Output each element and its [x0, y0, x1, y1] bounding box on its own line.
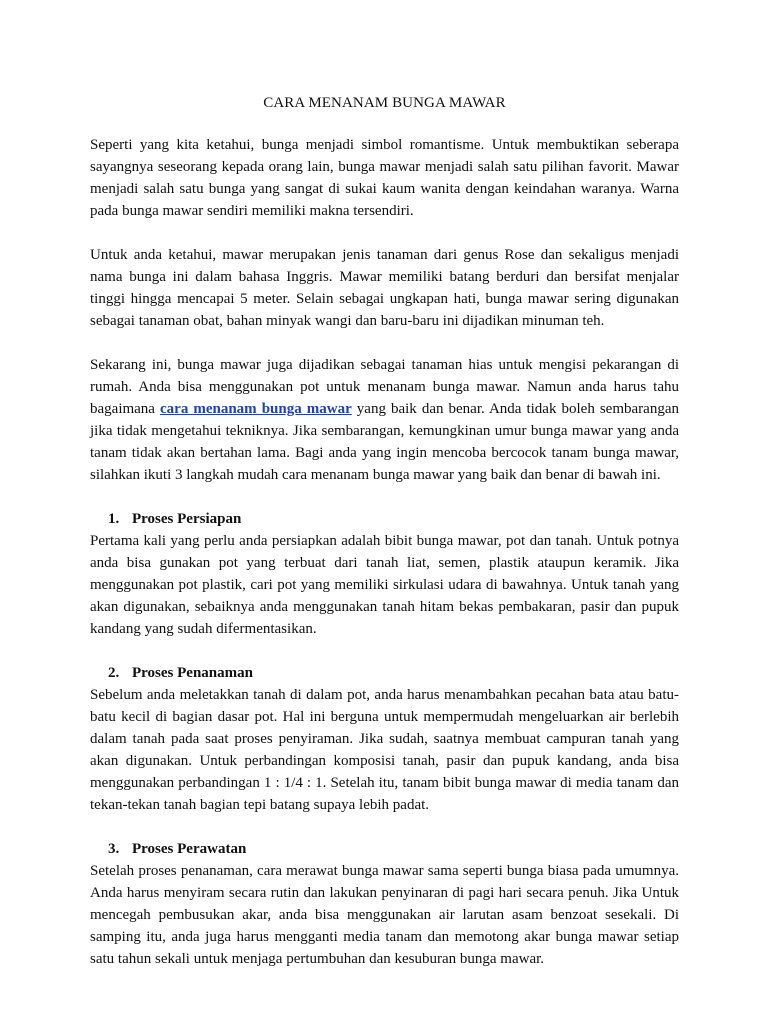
document-title: CARA MENANAM BUNGA MAWAR — [263, 95, 506, 111]
step-body-penanaman: Sebelum anda meletakkan tanah di dalam pot, anda harus menambahkan pecahan bata atau batu-batu kecil di bagian dasar pot. Hal ini berguna untuk mempermudah mengeluarkan air berlebih dalam tanah pada saat proses penyiraman. Jika sudah, saatnya membuat campuran tanah yang akan digunakan. Untuk perbandingan komposisi tanah, pasir dan pupuk kandang, anda bisa menggunakan perbandingan 1 : 1/4 : 1. Setelah itu, tanam bibit bunga mawar di media tanam dan tekan-tekan tanah bagian tepi batang supaya lebih padat. — [90, 687, 679, 813]
step-heading-text: Proses Perawatan — [132, 841, 247, 857]
step-heading-perawatan — [108, 838, 679, 860]
paragraph-genus: Untuk anda ketahui, mawar merupakan jenis tanaman dari genus Rose dan sekaligus menjadi nama bunga ini dalam bahasa Inggris. Mawar memiliki batang berduri dan bersifat menjalar tinggi hingga mencapai 5 meter. Selain sebagai ungkapan hati, bunga mawar sering digunakan sebagai tanaman obat, bahan minyak wangi dan baru-baru ini dijadikan minuman teh. — [90, 247, 679, 329]
step-heading-persiapan — [108, 508, 679, 530]
step-heading-penanaman — [108, 662, 679, 684]
paragraph-intro: Seperti yang kita ketahui, bunga menjadi simbol romantisme. Untuk membuktikan seberapa sayangnya seseorang kepada orang lain, bunga mawar menjadi salah satu pilihan favorit. Mawar menjadi salah satu bunga yang sangat di sukai kaum wanita dengan keindahan waranya. Warna pada bunga mawar sendiri memiliki makna tersendiri. — [90, 137, 679, 219]
paragraph-pot — [90, 354, 679, 486]
document-page — [90, 92, 679, 970]
step-heading-text: Proses Penanaman — [132, 665, 253, 681]
cara-menanam-link[interactable]: cara menanam bunga mawar — [160, 401, 352, 417]
paragraph-pot-before-link: Sekarang ini, bunga mawar juga dijadikan sebagai tanaman hias untuk mengisi pekarangan di rumah. Anda bisa menggunakan pot untuk menanam bunga mawar. Namun anda harus tahu bagaimana — [90, 357, 679, 417]
step-body-persiapan: Pertama kali yang perlu anda persiapkan adalah bibit bunga mawar, pot dan tanah. Untuk potnya anda bisa gunakan pot yang terbuat dari tanah liat, semen, plastik ataupun keramik. Jika menggunakan pot plastik, cari pot yang memiliki sirkulasi udara di bawahnya. Untuk tanah yang akan digunakan, sebaiknya anda menggunakan tanah hitam bekas pembakaran, pasir dan pupuk kandang yang sudah difermentasikan. — [90, 533, 679, 637]
step-body-perawatan: Setelah proses penanaman, cara merawat bunga mawar sama seperti bunga biasa pada umumnya. Anda harus menyiram secara rutin dan lakukan penyinaran di pagi hari secara penuh. Jika Untuk mencegah pembusukan akar, anda bisa menggunakan air larutan asam benzoat sesekali. Di samping itu, anda juga harus mengganti media tanam dan memotong akar bunga mawar setiap satu tahun sekali untuk menjaga pertumbuhan dan kesuburan bunga mawar. — [90, 863, 679, 967]
paragraph-pot-after-link: yang baik dan benar. Anda tidak boleh sembarangan jika tidak mengetahui tekniknya. Jika sembarangan, kemungkinan umur bunga mawar yang anda tanam tidak akan bertahan lama. Bagi anda yang ingin mencoba bercocok tanam bunga mawar, silahkan ikuti 3 langkah mudah cara menanam bunga mawar yang baik dan benar di bawah ini. — [90, 401, 679, 483]
step-number: 1. — [108, 511, 120, 527]
step-number: 2. — [108, 665, 120, 681]
step-number: 3. — [108, 841, 120, 857]
step-heading-text: Proses Persiapan — [132, 511, 242, 527]
